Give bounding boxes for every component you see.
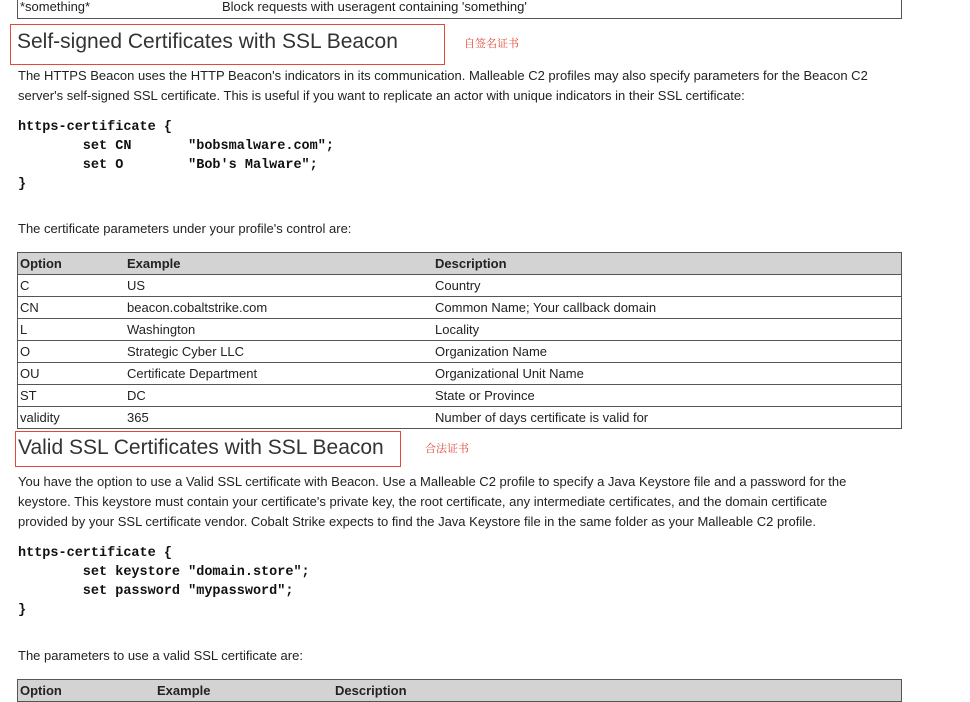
cell-example: US: [125, 275, 433, 297]
cell-option: CN: [18, 297, 126, 319]
certificate-params-table: [17, 252, 902, 429]
cell-description: Locality: [433, 319, 902, 341]
cell-option: L: [18, 319, 126, 341]
code-line: }: [18, 603, 27, 618]
section1-code-block: [18, 118, 334, 194]
col-header-example: Example: [125, 253, 433, 275]
cell-description: State or Province: [433, 385, 902, 407]
cell-option: OU: [18, 363, 126, 385]
col-header-option: Option: [18, 680, 156, 702]
cell-example: Strategic Cyber LLC: [125, 341, 433, 363]
section1-annotation: 自签名证书: [464, 38, 519, 50]
table-header-row: [18, 253, 902, 275]
top-row-description: Block requests with useragent containing 'something': [222, 0, 527, 15]
paragraph-line: provided by your SSL certificate vendor. Cobalt Strike expects to find the Java Keystore file in the same folder as your Malleable C2 profile.: [18, 514, 816, 529]
section2-annotation: 合法证书: [425, 443, 469, 455]
cell-description: Country: [433, 275, 902, 297]
section2-heading: Valid SSL Certificates with SSL Beacon: [18, 436, 384, 459]
paragraph-line: You have the option to use a Valid SSL certificate with Beacon. Use a Malleable C2 profile to specify a Java Keystore file and a password for the: [18, 474, 847, 489]
paragraph-line: The HTTPS Beacon uses the HTTP Beacon's indicators in its communication. Malleable C2 profiles may also specify parameters for the Beacon C2: [18, 68, 868, 83]
cell-description: Organization Name: [433, 341, 902, 363]
cell-description: Common Name; Your callback domain: [433, 297, 902, 319]
cell-example: 365: [127, 410, 149, 425]
cell-example: DC: [125, 385, 433, 407]
col-header-description: Description: [333, 680, 902, 702]
col-header-option: Option: [18, 253, 126, 275]
cell-option: validity: [20, 410, 60, 425]
paragraph-line: server's self-signed SSL certificate. This is useful if you want to replicate an actor with unique indicators in their SSL certificate:: [18, 88, 745, 103]
cell-description: Organizational Unit Name: [433, 363, 902, 385]
section2-code-block: [18, 544, 310, 620]
table-row: [18, 407, 902, 429]
cell-option: O: [18, 341, 126, 363]
paragraph-line: keystore. This keystore must contain your certificate's private key, the root certificate, any intermediate certificates, and the domain certificate: [18, 494, 828, 509]
table-row: [18, 275, 902, 297]
section1-params-intro: The certificate parameters under your profile's control are:: [18, 221, 352, 236]
code-line: set O "Bob's Malware";: [18, 158, 318, 173]
code-line: set CN "bobsmalware.com";: [18, 139, 334, 154]
section1-heading: Self-signed Certificates with SSL Beacon: [17, 30, 398, 53]
table-row: [18, 385, 902, 407]
code-line: set keystore "domain.store";: [18, 565, 310, 580]
code-line: https-certificate {: [18, 546, 172, 561]
table-row: [18, 319, 902, 341]
col-header-example: Example: [155, 680, 333, 702]
code-line: }: [18, 177, 27, 192]
col-header-description: Description: [433, 253, 902, 275]
table-header-row: [18, 680, 902, 702]
section2-paragraph: [18, 472, 898, 532]
cell-example: Certificate Department: [125, 363, 433, 385]
code-line: set password "mypassword";: [18, 584, 294, 599]
valid-cert-params-table: [17, 679, 902, 702]
code-line: https-certificate {: [18, 120, 172, 135]
top-row-option: *something*: [20, 0, 91, 15]
section2-params-intro: The parameters to use a valid SSL certificate are:: [18, 648, 303, 663]
cell-description: Number of days certificate is valid for: [435, 410, 649, 425]
cell-example: beacon.cobaltstrike.com: [125, 297, 433, 319]
cell-option: C: [18, 275, 126, 297]
table-row: [18, 341, 902, 363]
table-row: [18, 363, 902, 385]
table-row: [18, 297, 902, 319]
top-table-row: [17, 0, 902, 19]
cell-option: ST: [18, 385, 126, 407]
cell-example: Washington: [125, 319, 433, 341]
section1-paragraph: [18, 66, 898, 106]
